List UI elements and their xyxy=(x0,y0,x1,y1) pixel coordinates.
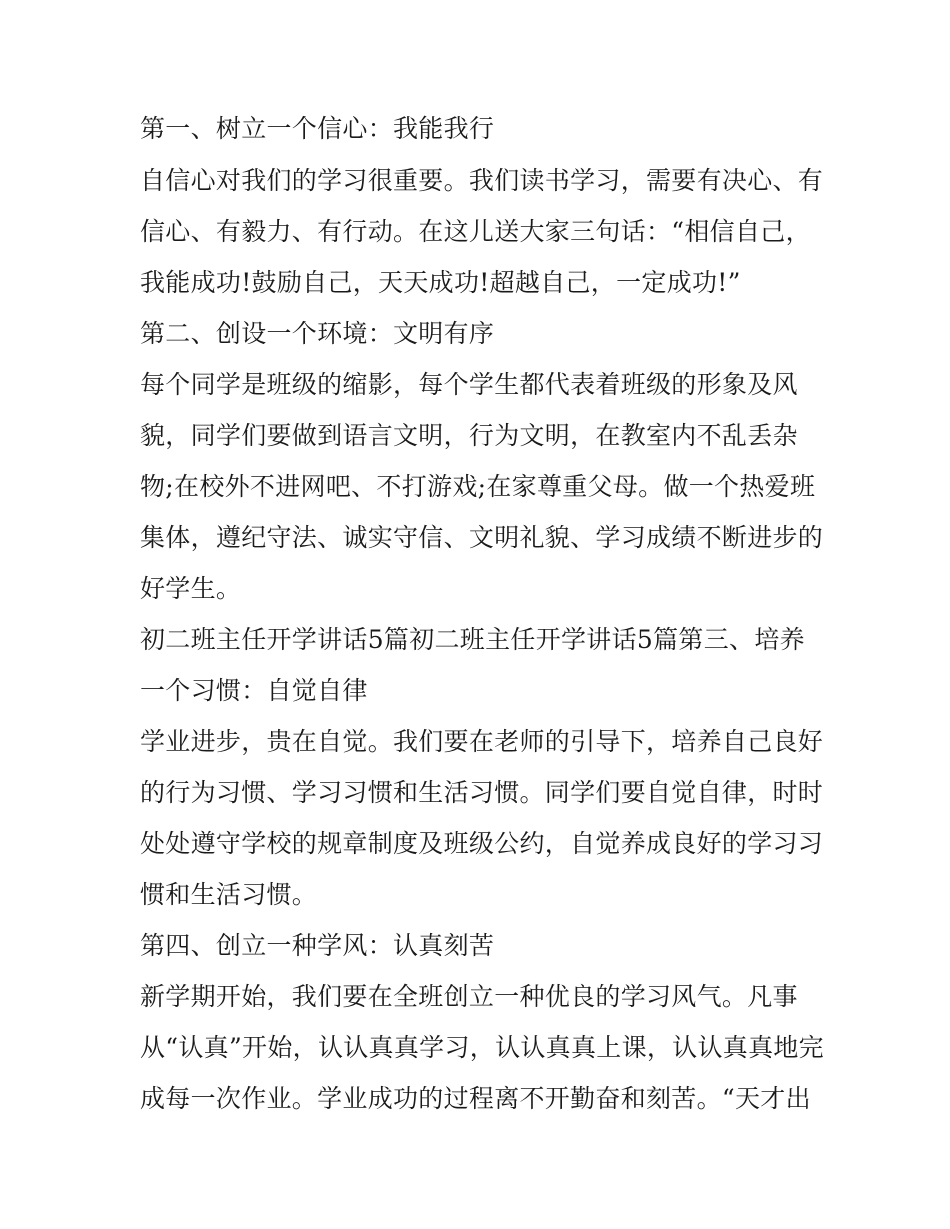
paragraph-line: 处处遵守学校的规章制度及班级公约，自觉养成良好的学习习 xyxy=(140,829,824,858)
paragraph-line: 貌，同学们要做到语言文明，行为文明，在教室内不乱丢杂 xyxy=(140,421,798,450)
heading-section-3-cont: 一个习惯：自觉自律 xyxy=(140,676,368,705)
paragraph-line: 物;在校外不进网吧、不打游戏;在家尊重父母。做一个热爱班 xyxy=(140,472,816,501)
paragraph-line: 从“认真”开始，认认真真学习，认认真真上课，认认真真地完 xyxy=(140,1033,824,1062)
paragraph-line: 自信心对我们的学习很重要。我们读书学习，需要有决心、有 xyxy=(140,166,824,195)
paragraph-line: 新学期开始，我们要在全班创立一种优良的学习风气。凡事 xyxy=(140,982,798,1011)
paragraph-line: 我能成功!鼓励自己，天天成功!超越自己，一定成功!” xyxy=(140,268,741,297)
paragraph-line: 集体，遵纪守法、诚实守信、文明礼貌、学习成绩不断进步的 xyxy=(140,523,824,552)
paragraph-line: 惯和生活习惯。 xyxy=(140,880,318,909)
paragraph-line: 好学生。 xyxy=(140,574,242,603)
paragraph-line: 的行为习惯、学习习惯和生活习惯。同学们要自觉自律，时时 xyxy=(140,778,824,807)
paragraph-line: 每个同学是班级的缩影，每个学生都代表着班级的形象及风 xyxy=(140,370,798,399)
paragraph-line: 学业进步，贵在自觉。我们要在老师的引导下，培养自己良好 xyxy=(140,727,824,756)
heading-section-4: 第四、创立一种学风：认真刻苦 xyxy=(140,931,495,960)
heading-section-1: 第一、树立一个信心：我能我行 xyxy=(140,114,495,143)
heading-section-3: 初二班主任开学讲话5篇初二班主任开学讲话5篇第三、培养 xyxy=(140,625,805,654)
heading-section-2: 第二、创设一个环境：文明有序 xyxy=(140,319,495,348)
paragraph-line: 成每一次作业。学业成功的过程离不开勤奋和刻苦。“天才出 xyxy=(140,1084,811,1113)
paragraph-line: 信心、有毅力、有行动。在这儿送大家三句话：“相信自己， xyxy=(140,217,811,246)
